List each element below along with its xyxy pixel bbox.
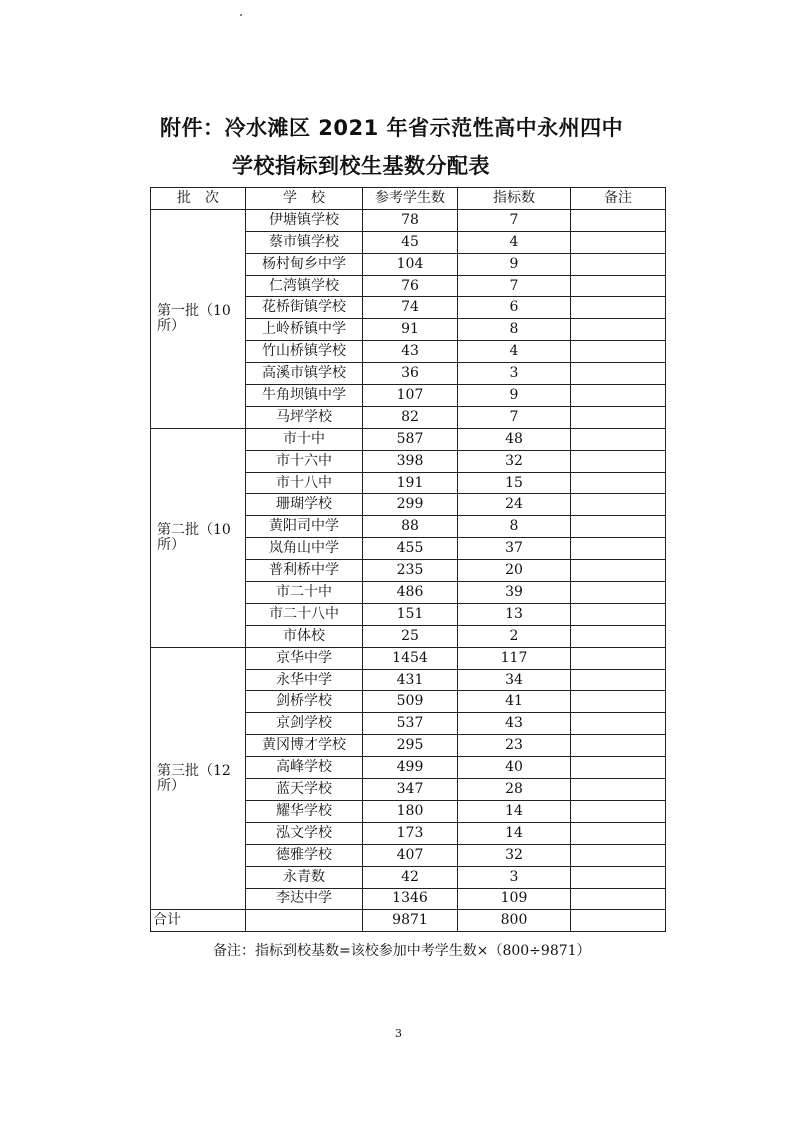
total-note (571, 910, 666, 932)
school-cell: 蓝天学校 (246, 779, 363, 801)
note-cell (571, 385, 666, 407)
table-row (151, 209, 666, 231)
header-batch: 批 次 (151, 188, 246, 210)
note-cell (571, 582, 666, 604)
batch-label: 第三批（12所） (151, 647, 246, 910)
note-cell (571, 603, 666, 625)
students-cell: 347 (363, 779, 458, 801)
note-cell (571, 406, 666, 428)
document-title-line2: 学校指标到校生基数分配表 (232, 154, 490, 178)
students-cell: 76 (363, 275, 458, 297)
quota-cell: 7 (458, 406, 571, 428)
header-note: 备注 (571, 188, 666, 210)
note-cell (571, 844, 666, 866)
note-cell (571, 779, 666, 801)
header-students: 参考学生数 (363, 188, 458, 210)
note-cell (571, 341, 666, 363)
school-cell: 剑桥学校 (246, 691, 363, 713)
header-row (151, 188, 666, 210)
school-cell: 耀华学校 (246, 800, 363, 822)
students-cell: 36 (363, 363, 458, 385)
students-cell: 1346 (363, 888, 458, 910)
school-cell: 市十六中 (246, 450, 363, 472)
note-cell (571, 494, 666, 516)
students-cell: 431 (363, 669, 458, 691)
note-cell (571, 669, 666, 691)
note-cell (571, 735, 666, 757)
students-cell: 407 (363, 844, 458, 866)
school-cell: 德雅学校 (246, 844, 363, 866)
note-cell (571, 231, 666, 253)
quota-cell: 34 (458, 669, 571, 691)
students-cell: 74 (363, 297, 458, 319)
students-cell: 1454 (363, 647, 458, 669)
quota-cell: 109 (458, 888, 571, 910)
quota-cell: 4 (458, 231, 571, 253)
table-row (151, 647, 666, 669)
school-cell: 市二十中 (246, 582, 363, 604)
school-cell: 牛角坝镇中学 (246, 385, 363, 407)
quota-cell: 9 (458, 253, 571, 275)
students-cell: 180 (363, 800, 458, 822)
quota-cell: 32 (458, 450, 571, 472)
header-school: 学 校 (246, 188, 363, 210)
quota-cell: 23 (458, 735, 571, 757)
students-cell: 45 (363, 231, 458, 253)
quota-cell: 9 (458, 385, 571, 407)
school-cell: 京华中学 (246, 647, 363, 669)
school-cell: 京剑学校 (246, 713, 363, 735)
note-cell (571, 319, 666, 341)
school-cell: 花桥街镇学校 (246, 297, 363, 319)
quota-cell: 32 (458, 844, 571, 866)
students-cell: 88 (363, 516, 458, 538)
students-cell: 299 (363, 494, 458, 516)
total-quota: 800 (458, 910, 571, 932)
students-cell: 235 (363, 560, 458, 582)
note-cell (571, 253, 666, 275)
school-cell: 岚角山中学 (246, 538, 363, 560)
quota-cell: 117 (458, 647, 571, 669)
quota-cell: 4 (458, 341, 571, 363)
students-cell: 43 (363, 341, 458, 363)
page-number: 3 (395, 1027, 402, 1040)
note-cell (571, 757, 666, 779)
note-cell (571, 209, 666, 231)
school-cell: 伊塘镇学校 (246, 209, 363, 231)
note-cell (571, 516, 666, 538)
students-cell: 107 (363, 385, 458, 407)
total-row (151, 910, 666, 932)
quota-cell: 6 (458, 297, 571, 319)
school-cell: 普利桥中学 (246, 560, 363, 582)
quota-cell: 3 (458, 866, 571, 888)
note-cell (571, 297, 666, 319)
students-cell: 537 (363, 713, 458, 735)
quota-cell: 8 (458, 319, 571, 341)
students-cell: 25 (363, 625, 458, 647)
batch-label: 第一批（10所） (151, 209, 246, 428)
note-cell (571, 888, 666, 910)
students-cell: 455 (363, 538, 458, 560)
note-cell (571, 822, 666, 844)
note-cell (571, 866, 666, 888)
note-cell (571, 363, 666, 385)
allocation-table (150, 187, 666, 932)
header-quota: 指标数 (458, 188, 571, 210)
quota-cell: 40 (458, 757, 571, 779)
school-cell: 永青数 (246, 866, 363, 888)
students-cell: 151 (363, 603, 458, 625)
footnote: 备注：指标到校基数=该校参加中考学生数×（800÷9871） (213, 943, 591, 959)
school-cell: 仁湾镇学校 (246, 275, 363, 297)
students-cell: 191 (363, 472, 458, 494)
total-students: 9871 (363, 910, 458, 932)
students-cell: 82 (363, 406, 458, 428)
quota-cell: 28 (458, 779, 571, 801)
quota-cell: 41 (458, 691, 571, 713)
school-cell: 珊瑚学校 (246, 494, 363, 516)
quota-cell: 2 (458, 625, 571, 647)
quota-cell: 14 (458, 822, 571, 844)
students-cell: 78 (363, 209, 458, 231)
quota-cell: 7 (458, 275, 571, 297)
quota-cell: 39 (458, 582, 571, 604)
students-cell: 42 (363, 866, 458, 888)
school-cell: 上岭桥镇中学 (246, 319, 363, 341)
quota-cell: 48 (458, 428, 571, 450)
school-cell: 市二十八中 (246, 603, 363, 625)
batch-label: 第二批（10所） (151, 428, 246, 647)
school-cell: 永华中学 (246, 669, 363, 691)
students-cell: 398 (363, 450, 458, 472)
note-cell (571, 560, 666, 582)
note-cell (571, 691, 666, 713)
school-cell: 市体校 (246, 625, 363, 647)
quota-cell: 8 (458, 516, 571, 538)
quota-cell: 7 (458, 209, 571, 231)
quota-cell: 20 (458, 560, 571, 582)
quota-cell: 13 (458, 603, 571, 625)
school-cell: 高峰学校 (246, 757, 363, 779)
note-cell (571, 275, 666, 297)
students-cell: 295 (363, 735, 458, 757)
students-cell: 104 (363, 253, 458, 275)
school-cell: 泓文学校 (246, 822, 363, 844)
school-cell: 杨村甸乡中学 (246, 253, 363, 275)
quota-cell: 3 (458, 363, 571, 385)
table-row (151, 428, 666, 450)
note-cell (571, 647, 666, 669)
students-cell: 173 (363, 822, 458, 844)
school-cell: 黄阳司中学 (246, 516, 363, 538)
school-cell: 竹山桥镇学校 (246, 341, 363, 363)
school-cell: 市十中 (246, 428, 363, 450)
note-cell (571, 450, 666, 472)
total-school-cell (246, 910, 363, 932)
school-cell: 市十八中 (246, 472, 363, 494)
school-cell: 蔡市镇学校 (246, 231, 363, 253)
scan-speck (240, 14, 242, 16)
document-title-line1: 附件：冷水滩区 2021 年省示范性高中永州四中 (160, 116, 624, 140)
quota-cell: 24 (458, 494, 571, 516)
school-cell: 马坪学校 (246, 406, 363, 428)
quota-cell: 14 (458, 800, 571, 822)
total-label: 合计 (151, 910, 246, 932)
school-cell: 高溪市镇学校 (246, 363, 363, 385)
school-cell: 黄冈博才学校 (246, 735, 363, 757)
students-cell: 587 (363, 428, 458, 450)
students-cell: 91 (363, 319, 458, 341)
students-cell: 486 (363, 582, 458, 604)
quota-cell: 15 (458, 472, 571, 494)
note-cell (571, 472, 666, 494)
students-cell: 499 (363, 757, 458, 779)
quota-cell: 43 (458, 713, 571, 735)
school-cell: 李达中学 (246, 888, 363, 910)
quota-cell: 37 (458, 538, 571, 560)
note-cell (571, 713, 666, 735)
students-cell: 509 (363, 691, 458, 713)
note-cell (571, 428, 666, 450)
note-cell (571, 800, 666, 822)
note-cell (571, 538, 666, 560)
note-cell (571, 625, 666, 647)
